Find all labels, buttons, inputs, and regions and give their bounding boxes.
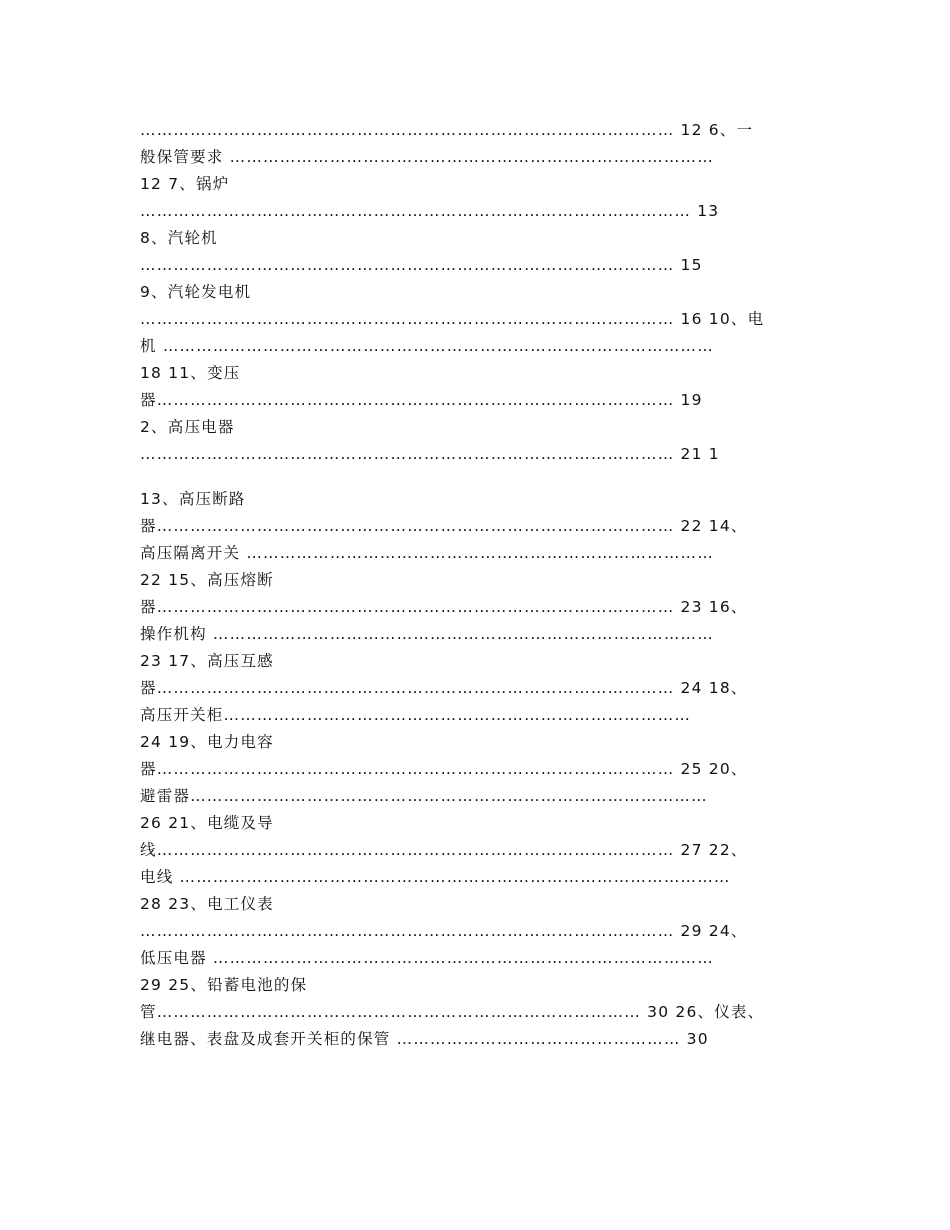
toc-line: 管…………………………………………………………………………… 30 26、仪表、 [140,1003,765,1021]
toc-line: 器………………………………………………………………………………… 25 20、 [140,760,748,778]
toc-line: 操作机构 ……………………………………………………………………………… [140,625,714,643]
toc-line: 29 25、铅蓄电池的保 [140,976,308,994]
toc-line: 器………………………………………………………………………………… 19 [140,391,703,409]
toc-line: 28 23、电工仪表 [140,895,274,913]
toc-line: 9、汽轮发电机 [140,283,252,301]
toc-line: 13、高压断路 [140,490,246,508]
toc-line: 低压电器 ……………………………………………………………………………… [140,949,714,967]
toc-line: 线………………………………………………………………………………… 27 22、 [140,841,748,859]
toc-line: 22 15、高压熔断 [140,571,274,589]
toc-line: …………………………………………………………………………………… 16 10、电 [140,310,765,328]
toc-line: …………………………………………………………………………………… 15 [140,256,703,274]
toc-line: 18 11、变压 [140,364,241,382]
toc-line: 继电器、表盘及成套开关柜的保管 …………………………………………… 30 [140,1030,709,1048]
toc-line: 26 21、电缆及导 [140,814,274,832]
toc-line: …………………………………………………………………………………… 12 6、一 [140,121,754,139]
toc-line: …………………………………………………………………………………… 29 24、 [140,922,748,940]
toc-line: 器………………………………………………………………………………… 24 18、 [140,679,748,697]
toc-line: 避雷器………………………………………………………………………………… [140,787,708,805]
toc-line: 24 19、电力电容 [140,733,274,751]
toc-line: 23 17、高压互感 [140,652,274,670]
toc-line: 高压隔离开关 ………………………………………………………………………… [140,544,714,562]
toc-line: 般保管要求 …………………………………………………………………………… [140,148,714,166]
toc-line: 电线 ……………………………………………………………………………………… [140,868,731,886]
toc-line: 器………………………………………………………………………………… 22 14、 [140,517,748,535]
toc-line: 12 7、锅炉 [140,175,230,193]
toc-line: 2、高压电器 [140,418,235,436]
toc-line: ……………………………………………………………………………………… 13 [140,202,720,220]
toc-line: …………………………………………………………………………………… 21 1 [140,445,720,463]
toc-line: 8、汽轮机 [140,229,218,247]
toc-line: 器………………………………………………………………………………… 23 16、 [140,598,748,616]
toc-line: 机 ……………………………………………………………………………………… [140,337,714,355]
toc-line: 高压开关柜………………………………………………………………………… [140,706,692,724]
